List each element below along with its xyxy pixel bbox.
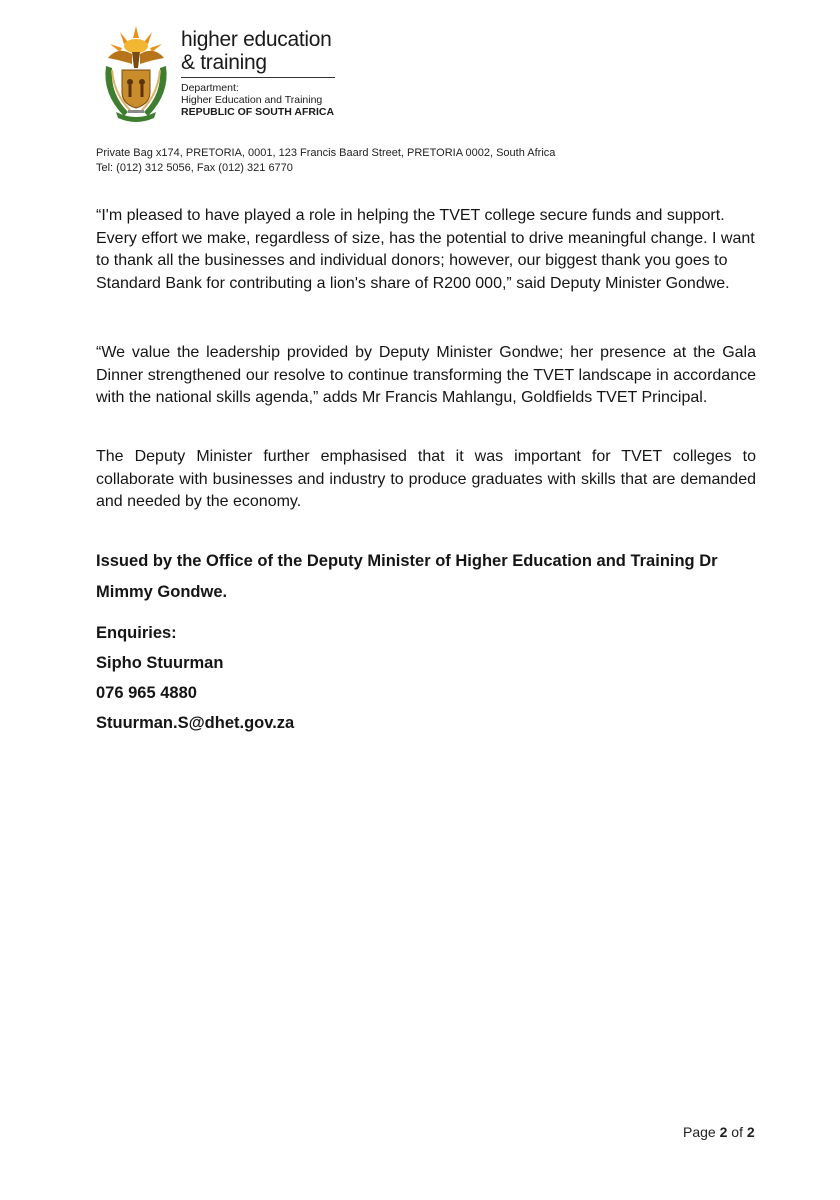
country-name: REPUBLIC OF SOUTH AFRICA xyxy=(181,106,335,118)
quote-paragraph-deputy-minister: “I'm pleased to have played a role in helping the TVET college secure funds and support. Every effort we make, regardless of size, has the potential to drive meaningful change. I want to thank all the businesses and individual donors; however, our biggest thank you goes to Standard Bank for contributing a lion's share of R200 000,” said Deputy Minister Gondwe. xyxy=(96,207,755,292)
contact-phone: 076 965 4880 xyxy=(96,684,197,702)
brand-line-2: & training xyxy=(181,51,267,74)
contact-name: Sipho Stuurman xyxy=(96,654,224,672)
brand-divider xyxy=(181,77,335,78)
of-word: of xyxy=(731,1124,743,1140)
enquiries-block xyxy=(96,618,294,738)
address-line: Private Bag x174, PRETORIA, 0001, 123 Francis Baard Street, PRETORIA 0002, South Africa xyxy=(96,147,556,159)
quote-paragraph-principal: “We value the leadership provided by Deputy Minister Gondwe; her presence at the Gala Dinner strengthened our resolve to continue transforming the TVET landscape in accordance with the national skills agenda,” adds Mr Francis Mahlangu, Goldfields TVET Principal. xyxy=(96,344,756,406)
south-africa-coat-of-arms-icon xyxy=(98,24,174,124)
body-paragraph-collaboration: The Deputy Minister further emphasised that it was important for TVET colleges to collaborate with businesses and industry to produce graduates with skills that are demanded and needed by the economy. xyxy=(96,448,756,510)
contact-numbers-line: Tel: (012) 312 5056, Fax (012) 321 6770 xyxy=(96,162,293,174)
enquiries-label: Enquiries: xyxy=(96,624,177,642)
page-word: Page xyxy=(683,1124,716,1140)
issued-by-statement: Issued by the Office of the Deputy Minister of Higher Education and Training Dr Mimmy Gondwe. xyxy=(96,552,718,601)
contact-email: Stuurman.S@dhet.gov.za xyxy=(96,714,295,732)
page-number xyxy=(683,1124,755,1140)
brand-line-1: higher education xyxy=(181,28,332,51)
address-block xyxy=(96,146,555,176)
department-brand xyxy=(181,28,337,118)
total-pages: 2 xyxy=(746,1124,755,1140)
department-name: Higher Education and Training xyxy=(181,94,323,106)
current-page: 2 xyxy=(719,1124,728,1140)
department-label: Department: xyxy=(181,82,239,94)
